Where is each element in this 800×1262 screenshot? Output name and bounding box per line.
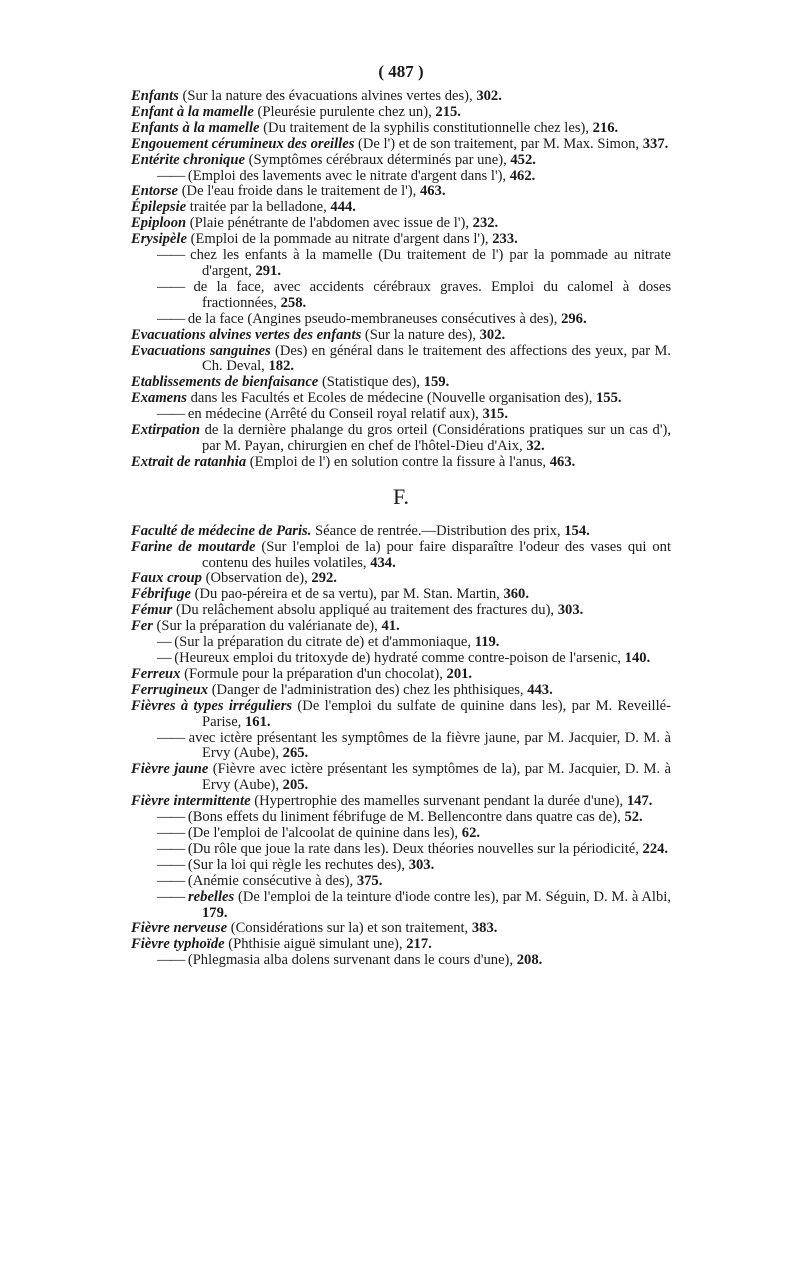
entry-text: (Fièvre avec ictère présentant les symptômes de la), par M. Jacquier, D. M. à Ervy (Aube), bbox=[202, 761, 671, 794]
entry-text: Séance de rentrée.—Distribution des prix, bbox=[311, 522, 565, 539]
page-reference: 265. bbox=[282, 745, 309, 762]
index-entry bbox=[131, 280, 671, 312]
index-entry bbox=[131, 524, 671, 540]
entry-text: (Considérations sur la) et son traitement, bbox=[227, 920, 472, 937]
page-reference: 443. bbox=[527, 681, 553, 698]
page-number: ( 487 ) bbox=[378, 62, 424, 81]
index-entry bbox=[131, 571, 671, 587]
entry-text: (De l'emploi de l'alcoolat de quinine dans les), bbox=[184, 824, 462, 841]
page-reference: 463. bbox=[549, 453, 576, 470]
entry-text: (Hypertrophie des mamelles survenant pendant la durée d'une), bbox=[250, 793, 627, 810]
entry-text: (Heureux emploi du tritoxyde de) hydraté comme contre-poison de l'arsenic, bbox=[170, 650, 625, 666]
entry-text: traitée par la belladone, bbox=[186, 199, 331, 216]
index-entry bbox=[131, 937, 671, 953]
entry-text: (Phthisie aiguë simulant une), bbox=[224, 936, 407, 953]
entry-heading: Erysipèle bbox=[131, 231, 187, 248]
page-reference: 147. bbox=[626, 793, 653, 810]
entry-text: (Emploi de la pommade au nitrate d'argent dans l'), bbox=[186, 231, 493, 248]
entry-text: (Statistique des), bbox=[318, 374, 424, 391]
page-reference: 383. bbox=[471, 920, 498, 937]
entry-dash: —— bbox=[157, 729, 185, 746]
index-entry bbox=[131, 89, 671, 105]
entry-heading: Fièvre intermittente bbox=[131, 793, 251, 810]
entry-dash: —— bbox=[157, 856, 185, 873]
entry-heading: Enfant à la mamelle bbox=[131, 103, 254, 120]
entry-heading: Engouement cérumineux des oreilles bbox=[131, 135, 355, 152]
entry-text: (Emploi des lavements avec le nitrate d'argent dans l'), bbox=[184, 167, 510, 184]
entry-dash: —— bbox=[157, 406, 185, 423]
page-reference: 215. bbox=[435, 103, 461, 120]
page-reference: 159. bbox=[423, 374, 450, 391]
page-reference: 179. bbox=[202, 904, 228, 921]
index-entry bbox=[131, 248, 671, 280]
entry-text: (Sur la préparation du valérianate de), bbox=[152, 618, 382, 635]
page-reference: 291. bbox=[255, 262, 281, 279]
index-entry bbox=[131, 312, 671, 328]
entry-dash: —— bbox=[157, 872, 185, 889]
page-reference: 41. bbox=[381, 618, 400, 635]
entry-text: (Sur l'emploi de la) pour faire disparaître l'odeur des vases qui ont contenu des huiles volatiles, bbox=[202, 538, 672, 571]
entry-dash: —— bbox=[157, 167, 185, 184]
page-reference: 303. bbox=[408, 856, 435, 873]
index-entry bbox=[131, 455, 671, 471]
index-entry bbox=[131, 858, 671, 874]
entry-text: (Observation de), bbox=[201, 570, 312, 587]
page-reference: 375. bbox=[356, 872, 383, 889]
entry-heading: Fémur bbox=[131, 602, 173, 619]
entry-heading: Epiploon bbox=[131, 215, 187, 232]
page-reference: 337. bbox=[642, 135, 669, 152]
entry-text: chez les enfants à la mamelle (Du traitement de l') par la pommade au nitrate d'argent, bbox=[184, 247, 671, 279]
page-reference: 302. bbox=[479, 326, 506, 343]
index-entry bbox=[131, 826, 671, 842]
entry-dash: — bbox=[157, 650, 171, 666]
index-entry bbox=[131, 874, 671, 890]
index-entry bbox=[131, 683, 671, 699]
index-entry bbox=[131, 953, 671, 969]
index-entry bbox=[131, 842, 671, 858]
index-entry bbox=[131, 328, 671, 344]
entry-heading: Farine de moutarde bbox=[131, 538, 256, 555]
page-reference: 205. bbox=[282, 777, 309, 794]
entry-heading: Enfants bbox=[131, 88, 179, 104]
page-reference: 452. bbox=[510, 151, 536, 168]
entry-text: (Anémie consécutive à des), bbox=[184, 872, 357, 889]
page-reference: 140. bbox=[624, 650, 651, 666]
entry-text: (Danger de l'administration des) chez les phthisiques, bbox=[208, 681, 528, 698]
index-entry bbox=[131, 619, 671, 635]
entry-text: (De l'eau froide dans le traitement de l'), bbox=[178, 183, 420, 200]
entry-heading: Extirpation bbox=[131, 422, 200, 439]
page-reference: 52. bbox=[624, 809, 643, 826]
index-entry bbox=[131, 232, 671, 248]
index-entry bbox=[131, 762, 671, 794]
page-reference: 303. bbox=[557, 602, 584, 619]
entry-dash: —— bbox=[157, 809, 185, 826]
page-reference: 292. bbox=[311, 570, 337, 587]
index-entry bbox=[131, 423, 671, 455]
entry-dash: —— bbox=[157, 952, 185, 969]
entry-heading: Enfants à la mamelle bbox=[131, 119, 260, 136]
entry-heading: Evacuations alvines vertes des enfants bbox=[131, 326, 362, 343]
index-entry bbox=[131, 169, 671, 185]
entry-heading: Épilepsie bbox=[131, 199, 187, 216]
index-entry bbox=[131, 731, 671, 763]
entry-heading: Examens bbox=[131, 390, 187, 407]
page-reference: 208. bbox=[516, 952, 543, 969]
entry-heading: Fébrifuge bbox=[131, 586, 191, 603]
index-entries-e bbox=[131, 89, 671, 471]
page-reference: 462. bbox=[509, 167, 536, 184]
entry-text: (Du pao-péreira et de sa vertu), par M. Stan. Martin, bbox=[191, 586, 504, 603]
index-entry bbox=[131, 375, 671, 391]
entry-text: (Sur la nature des évacuations alvines vertes des), bbox=[178, 88, 477, 104]
index-entry bbox=[131, 667, 671, 683]
entry-dash: —— bbox=[157, 310, 185, 327]
entry-dash: —— bbox=[157, 824, 185, 841]
entry-heading: Etablissements de bienfaisance bbox=[131, 374, 319, 391]
index-entry bbox=[131, 184, 671, 200]
page-reference: 216. bbox=[592, 119, 619, 136]
page-reference: 217. bbox=[406, 936, 432, 953]
index-entry bbox=[131, 407, 671, 423]
page-reference: 233. bbox=[492, 231, 518, 248]
page-reference: 302. bbox=[476, 88, 502, 104]
entry-text: (Symptômes cérébraux déterminés par une), bbox=[244, 151, 511, 168]
entry-heading: Entérite chronique bbox=[131, 151, 245, 168]
entry-heading: Extrait de ratanhia bbox=[131, 453, 247, 470]
entry-heading: Fièvres à types irréguliers bbox=[131, 697, 293, 714]
page-reference: 315. bbox=[482, 406, 508, 423]
index-entry bbox=[131, 890, 671, 922]
entry-text: (Sur la préparation du citrate de) et d'ammoniaque, bbox=[170, 634, 475, 651]
entry-text: avec ictère présentant les symptômes de la fièvre jaune, par M. Jacquier, D. M. à Ervy (Aube), bbox=[184, 729, 671, 762]
entry-text: (Phlegmasia alba dolens survenant dans le cours d'une), bbox=[184, 952, 517, 969]
entry-heading: Evacuations sanguines bbox=[131, 342, 271, 359]
index-entry bbox=[131, 137, 671, 153]
entry-text: de la dernière phalange du gros orteil (Considérations pratiques sur un cas d'), par M. Payan, chirurgien en chef de l'hôtel-Dieu d'Aix, bbox=[199, 422, 671, 454]
page-reference: 62. bbox=[461, 824, 481, 841]
entry-heading: Fer bbox=[131, 618, 153, 635]
entry-text: dans les Facultés et Ecoles de médecine (Nouvelle organisation des), bbox=[186, 390, 596, 407]
index-entry bbox=[131, 153, 671, 169]
index-entry bbox=[131, 699, 671, 731]
index-entry bbox=[131, 794, 671, 810]
entry-text: (De l') et de son traitement, par M. Max. Simon, bbox=[354, 135, 643, 152]
entry-heading: Entorse bbox=[131, 183, 179, 200]
entry-text: (De l'emploi du sulfate de quinine dans les), par M. Reveillé-Parise, bbox=[202, 697, 672, 730]
entry-dash: — bbox=[157, 634, 171, 651]
index-entry bbox=[131, 200, 671, 216]
index-entry bbox=[131, 810, 671, 826]
entry-dash: —— bbox=[157, 247, 185, 264]
entry-text: (Plaie pénétrante de l'abdomen avec issue de l'), bbox=[186, 215, 473, 232]
book-page bbox=[131, 62, 671, 969]
page-reference: 182. bbox=[268, 358, 295, 375]
entry-heading: Fièvre typhoïde bbox=[131, 936, 225, 953]
page-reference: 360. bbox=[503, 586, 529, 603]
entry-text: (Sur la loi qui règle les rechutes des), bbox=[184, 856, 409, 873]
entry-heading: Fièvre jaune bbox=[131, 761, 209, 778]
page-reference: 296. bbox=[561, 310, 587, 327]
index-entries-f bbox=[131, 524, 671, 969]
page-reference: 444. bbox=[330, 199, 356, 216]
entry-text: en médecine (Arrêté du Conseil royal relatif aux), bbox=[184, 406, 483, 423]
entry-heading: Ferrugineux bbox=[131, 681, 209, 698]
index-entry bbox=[131, 651, 671, 667]
entry-heading: Ferreux bbox=[131, 665, 181, 682]
page-reference: 154. bbox=[564, 522, 590, 539]
entry-text: (Sur la nature des), bbox=[361, 326, 480, 343]
page-reference: 32. bbox=[526, 437, 545, 454]
entry-text: (Bons effets du liniment fébrifuge de M. Bellencontre dans quatre cas de), bbox=[184, 809, 625, 826]
page-reference: 224. bbox=[642, 840, 669, 857]
index-entry bbox=[131, 344, 671, 376]
index-entry bbox=[131, 391, 671, 407]
entry-text: de la face, avec accidents cérébraux graves. Emploi du calomel à doses fractionnées, bbox=[184, 278, 671, 311]
entry-dash: —— bbox=[157, 840, 185, 857]
entry-text: (Du rôle que joue la rate dans les). Deux théories nouvelles sur la périodicité, bbox=[184, 840, 643, 857]
page-reference: 258. bbox=[280, 294, 307, 311]
page-reference: 155. bbox=[596, 390, 622, 407]
index-entry bbox=[131, 216, 671, 232]
entry-text: (Du traitement de la syphilis constitutionnelle chez les), bbox=[259, 119, 593, 136]
page-reference: 434. bbox=[370, 554, 396, 571]
index-entry bbox=[131, 603, 671, 619]
entry-text: (De l'emploi de la teinture d'iode contre les), par M. Séguin, D. M. à Albi, bbox=[234, 888, 671, 905]
entry-heading: Faculté de médecine de Paris. bbox=[131, 522, 312, 539]
entry-text: (Formule pour la préparation d'un chocolat), bbox=[180, 665, 447, 682]
page-reference: 119. bbox=[474, 634, 500, 651]
index-entry bbox=[131, 121, 671, 137]
entry-text: de la face (Angines pseudo-membraneuses consécutives à des), bbox=[184, 310, 562, 327]
page-reference: 201. bbox=[446, 665, 473, 682]
entry-text: (Du relâchement absolu appliqué au traitement des fractures du), bbox=[172, 602, 558, 619]
index-entry bbox=[131, 921, 671, 937]
entry-heading: rebelles bbox=[184, 888, 235, 905]
index-entry bbox=[131, 587, 671, 603]
page-reference: 232. bbox=[472, 215, 499, 232]
entry-text: (Emploi de l') en solution contre la fissure à l'anus, bbox=[246, 453, 550, 470]
section-letter: F. bbox=[393, 483, 409, 509]
entry-dash: —— bbox=[157, 888, 185, 905]
index-entry bbox=[131, 540, 671, 572]
index-entry bbox=[131, 635, 671, 651]
page-reference: 463. bbox=[419, 183, 446, 200]
entry-text: (Pleurésie purulente chez un), bbox=[253, 103, 436, 120]
entry-text: (Des) en général dans le traitement des affections des yeux, par M. Ch. Deval, bbox=[202, 342, 671, 375]
entry-heading: Fièvre nerveuse bbox=[131, 920, 228, 937]
entry-dash: —— bbox=[157, 278, 185, 295]
index-entry bbox=[131, 105, 671, 121]
page-reference: 161. bbox=[244, 713, 271, 730]
entry-heading: Faux croup bbox=[131, 570, 202, 587]
